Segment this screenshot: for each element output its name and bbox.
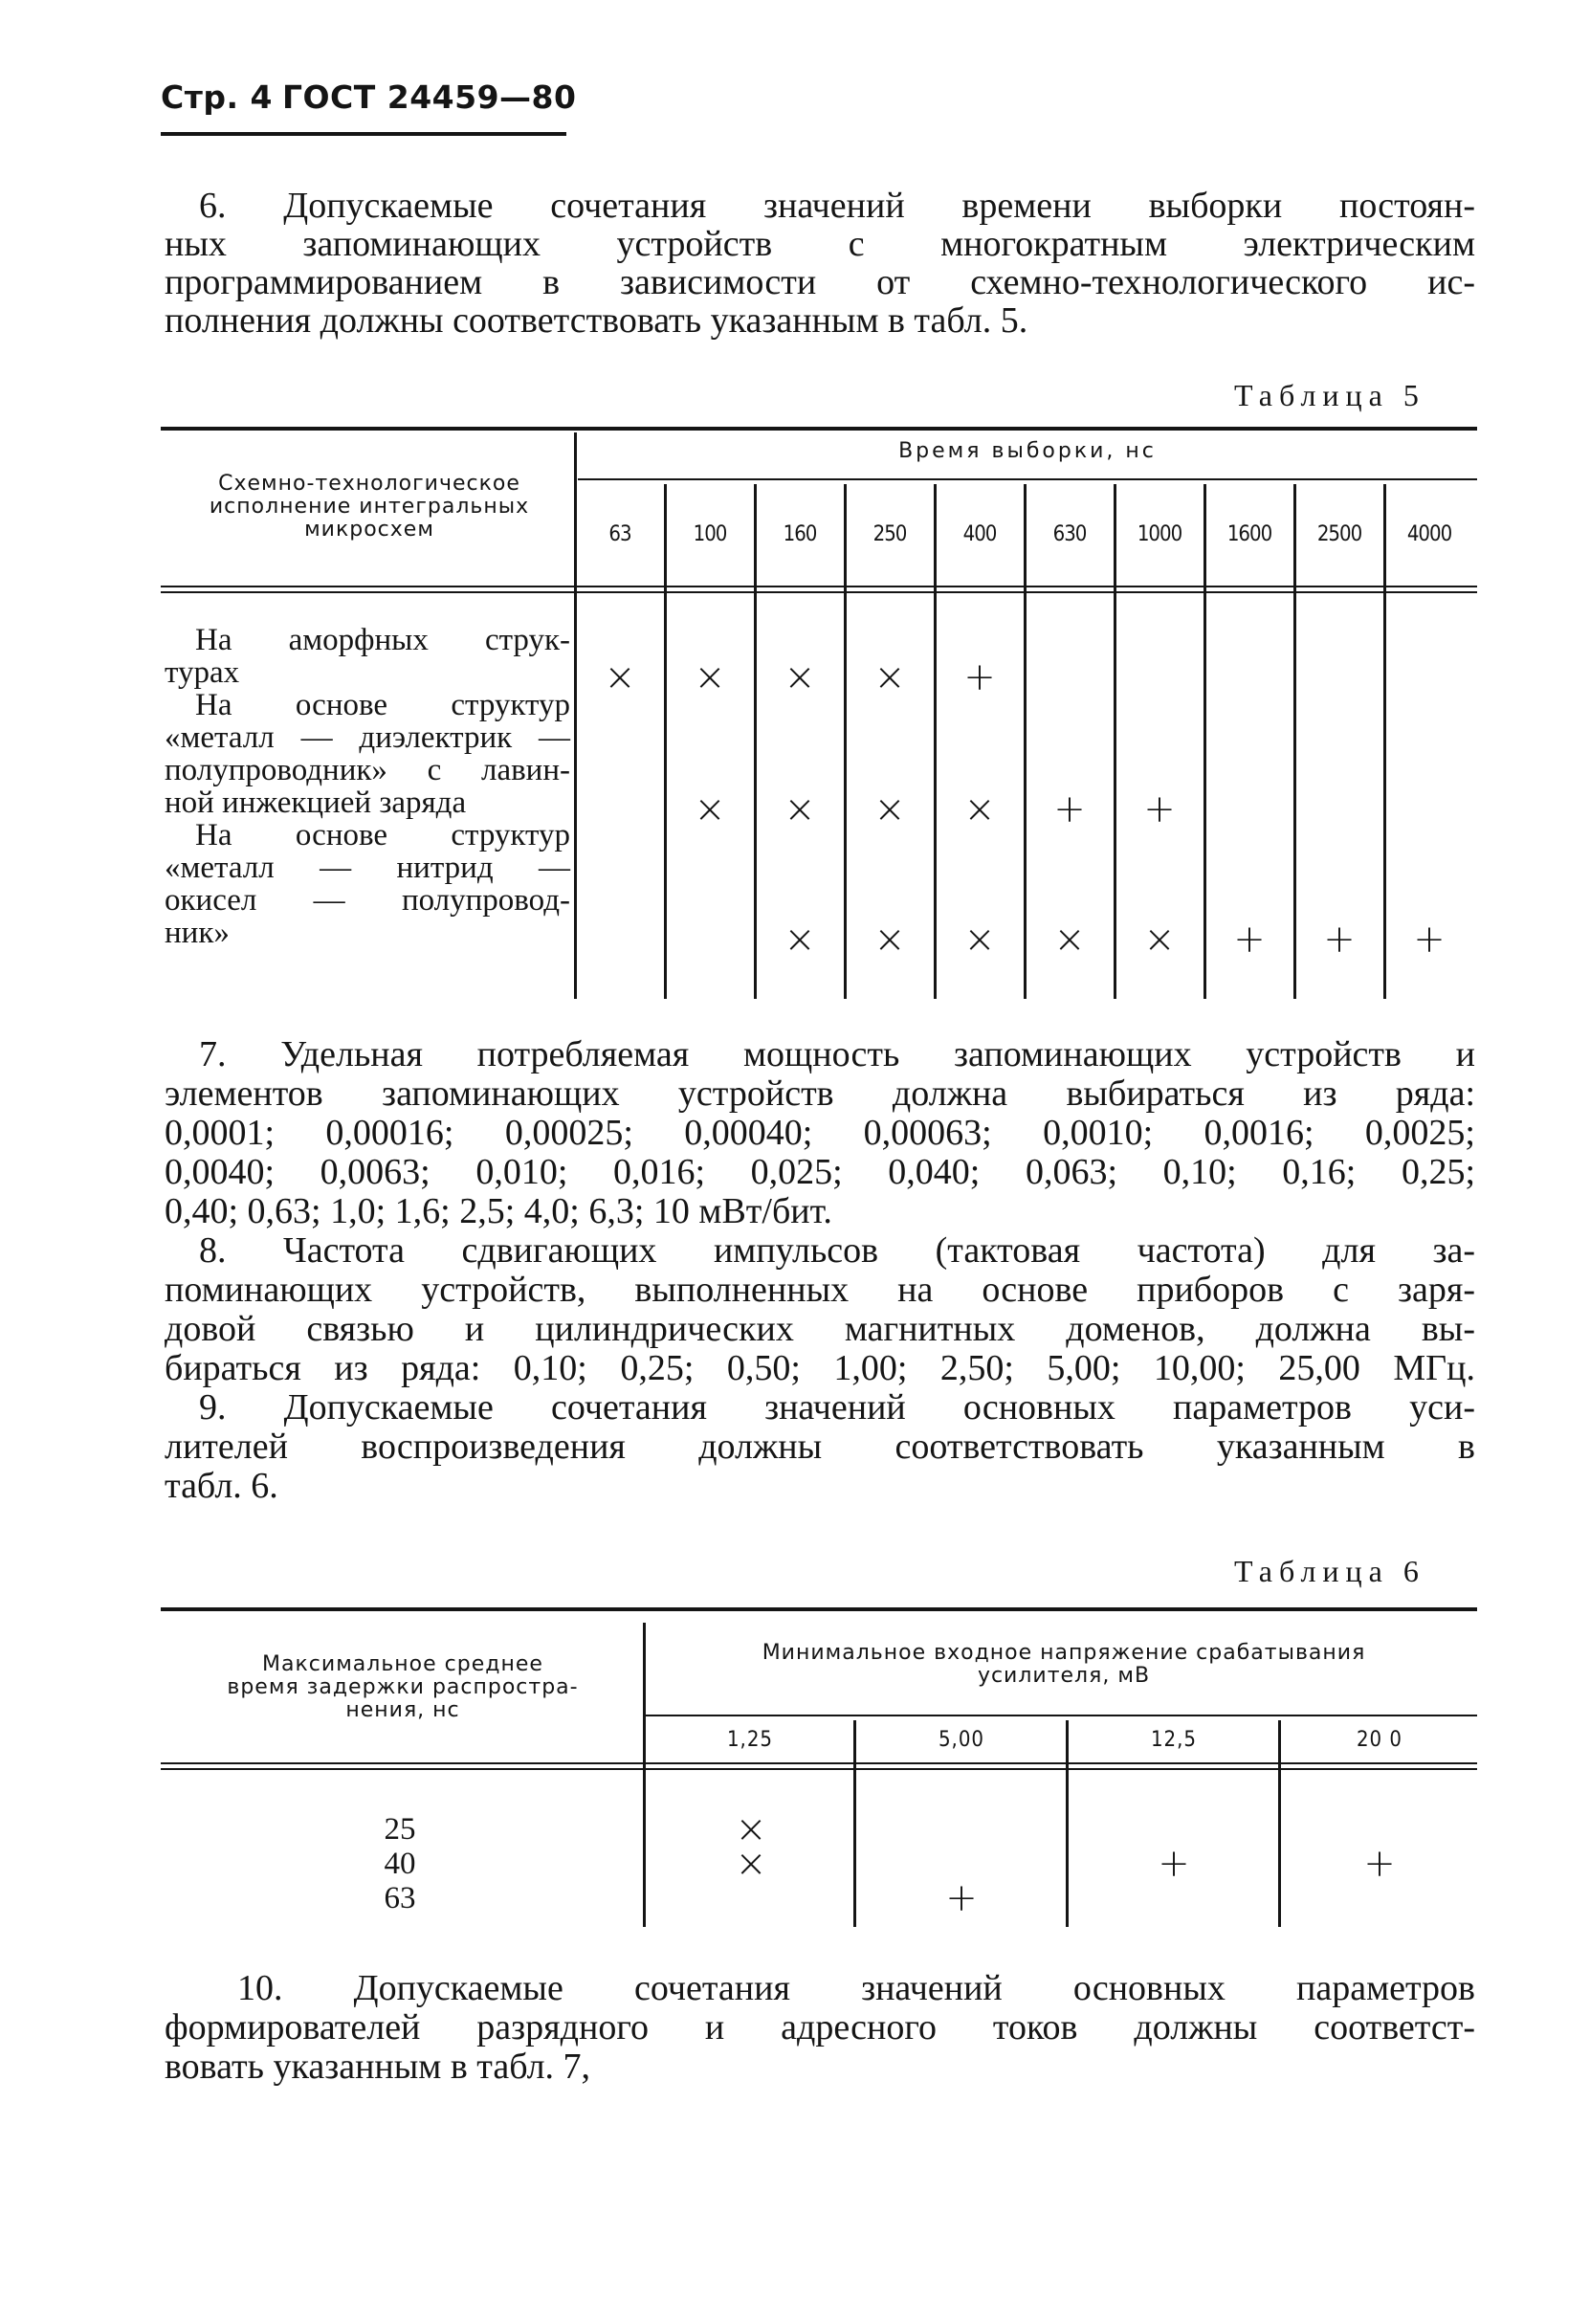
column-header: 160 <box>783 522 817 546</box>
header-underline <box>161 132 566 136</box>
column-divider <box>844 484 847 999</box>
cross-mark: × <box>784 918 816 962</box>
text-line: ник» <box>165 916 230 950</box>
text-line: окисел — полупровод- <box>165 883 570 918</box>
cross-mark: × <box>784 787 816 831</box>
column-divider <box>934 484 937 999</box>
text-line: 0,40; 0,63; 1,0; 1,6; 2,5; 4,0; 6,3; 10 мВт/бит. <box>165 1191 832 1231</box>
column-header: 100 <box>693 522 727 546</box>
column-divider <box>664 484 667 999</box>
column-divider <box>853 1720 856 1927</box>
page-header <box>161 78 576 116</box>
column-header: 1,25 <box>726 1728 774 1752</box>
row-value: 25 <box>384 1812 416 1847</box>
text-line: формирователей разрядного и адресного токов должны соответст- <box>165 2007 1475 2047</box>
column-divider <box>1066 1720 1069 1927</box>
cross-mark: × <box>784 655 816 699</box>
paragraph-10 <box>165 1969 1475 2087</box>
paragraph-9 <box>165 1388 1475 1506</box>
text-line: лителей воспроизведения должны соответствовать указанным в <box>165 1427 1475 1467</box>
table-top-rule <box>161 1607 1477 1611</box>
text-line: полупроводник» с лавин- <box>165 753 570 787</box>
text-line: ной инжекцией заряда <box>165 786 467 820</box>
text-line: 9. Допускаемые сочетания значений основных параметров уси- <box>199 1387 1475 1428</box>
column-divider <box>1114 484 1116 999</box>
text-line: На основе структур <box>195 818 570 852</box>
text-line: бираться из ряда: 0,10; 0,25; 0,50; 1,00; 2,50; 5,00; 10,00; 25,00 МГц. <box>165 1348 1475 1388</box>
header-line: усилителя, мВ <box>977 1664 1151 1688</box>
cross-mark: × <box>735 1842 767 1886</box>
cross-mark: × <box>963 787 996 831</box>
header-line: Минимальное входное напряжение срабатывания <box>762 1641 1366 1665</box>
column-divider <box>1293 484 1296 999</box>
page-number: Стр. 4 <box>161 78 273 116</box>
row-header <box>170 1653 635 1722</box>
row-label <box>165 818 570 950</box>
plus-mark: + <box>945 1876 978 1920</box>
column-header: 5,00 <box>938 1728 985 1752</box>
column-header: 630 <box>1052 522 1087 546</box>
column-header: 20 0 <box>1356 1728 1403 1752</box>
text-line: 6. Допускаемые сочетания значений времени выборки постоян- <box>199 186 1475 226</box>
text-line: поминающих устройств, выполненных на основе приборов с заря- <box>165 1270 1475 1310</box>
paragraph-6 <box>165 187 1475 340</box>
header-line: исполнение интегральных <box>209 495 530 519</box>
cross-mark: × <box>873 918 906 962</box>
text-line: вовать указанным в табл. 7, <box>165 2047 591 2087</box>
paragraph-8 <box>165 1231 1475 1388</box>
row-value: 63 <box>384 1881 416 1915</box>
table-top-rule <box>161 427 1477 431</box>
text-line: 0,0001; 0,00016; 0,00025; 0,00040; 0,00063; 0,0010; 0,0016; 0,0025; <box>165 1113 1475 1153</box>
column-header: 12,5 <box>1150 1728 1198 1752</box>
table-5-label: Таблица 5 <box>1234 378 1425 412</box>
cross-mark: × <box>873 787 906 831</box>
text-line: 10. Допускаемые сочетания значений основных параметров <box>237 1968 1475 2008</box>
plus-mark: + <box>1053 787 1086 831</box>
column-header: 1000 <box>1137 522 1182 546</box>
row-value: 40 <box>384 1847 416 1881</box>
group-header: Время выборки, нс <box>898 439 1157 463</box>
cross-mark: × <box>963 918 996 962</box>
text-line: программированием в зависимости от схемно-технологического ис- <box>165 262 1475 302</box>
header-line: время задержки распростра- <box>227 1675 579 1699</box>
text-line: «металл — нитрид — <box>165 851 570 885</box>
standard-number: ГОСТ 24459—80 <box>281 78 577 116</box>
cross-mark: × <box>1143 918 1176 962</box>
column-divider <box>1278 1720 1281 1927</box>
column-header: 1600 <box>1226 522 1272 546</box>
cross-mark: × <box>873 655 906 699</box>
header-bottom-rule <box>161 591 1477 593</box>
row-header <box>168 473 570 542</box>
cross-mark: × <box>694 787 726 831</box>
plus-mark: + <box>1363 1842 1396 1886</box>
paragraph-7 <box>165 1035 1475 1231</box>
column-header: 2500 <box>1316 522 1362 546</box>
plus-mark: + <box>1323 918 1356 962</box>
text-line: полнения должны соответствовать указанным в табл. 5. <box>165 300 1028 341</box>
header-line: Схемно-технологическое <box>218 472 520 496</box>
column-divider <box>1024 484 1027 999</box>
plus-mark: + <box>1143 787 1176 831</box>
column-header: 4000 <box>1406 522 1452 546</box>
text-line: ных запоминающих устройств с многократным электрическим <box>165 224 1475 264</box>
column-divider <box>1383 484 1386 999</box>
text-line: На аморфных струк- <box>195 623 570 657</box>
group-header-rule <box>643 1715 1477 1716</box>
column-divider <box>754 484 757 999</box>
cross-mark: × <box>604 655 636 699</box>
cross-mark: × <box>694 655 726 699</box>
text-line: элементов запоминающих устройств должна выбираться из ряда: <box>165 1073 1475 1114</box>
text-line: турах <box>165 655 240 690</box>
group-header-rule <box>578 478 1477 480</box>
group-header <box>651 1642 1477 1688</box>
column-divider <box>1204 484 1206 999</box>
text-line: довой связью и цилиндрических магнитных доменов, должна вы- <box>165 1309 1475 1349</box>
cross-mark: × <box>1053 918 1086 962</box>
column-header: 400 <box>962 522 997 546</box>
cross-mark: × <box>735 1807 767 1851</box>
column-header: 63 <box>608 522 631 546</box>
text-line: «металл — диэлектрик — <box>165 720 570 755</box>
text-line: 8. Частота сдвигающих импульсов (тактовая частота) для за- <box>199 1230 1475 1271</box>
plus-mark: + <box>963 655 996 699</box>
text-line: На основе структур <box>195 688 570 722</box>
text-line: 7. Удельная потребляемая мощность запоминающих устройств и <box>199 1034 1475 1074</box>
header-bottom-rule <box>161 586 1477 587</box>
header-line: микросхем <box>304 518 434 542</box>
header-line: Максимальное среднее <box>262 1652 543 1676</box>
table-6-label: Таблица 6 <box>1234 1554 1425 1588</box>
text-line: 0,0040; 0,0063; 0,010; 0,016; 0,025; 0,040; 0,063; 0,10; 0,16; 0,25; <box>165 1152 1475 1192</box>
header-line: нения, нс <box>345 1698 460 1722</box>
row-label <box>165 623 570 690</box>
column-header: 250 <box>872 522 907 546</box>
column-divider <box>643 1623 646 1927</box>
plus-mark: + <box>1413 918 1446 962</box>
row-label <box>165 688 570 820</box>
text-line: табл. 6. <box>165 1466 278 1506</box>
plus-mark: + <box>1233 918 1266 962</box>
column-divider <box>574 432 577 999</box>
plus-mark: + <box>1158 1842 1190 1886</box>
